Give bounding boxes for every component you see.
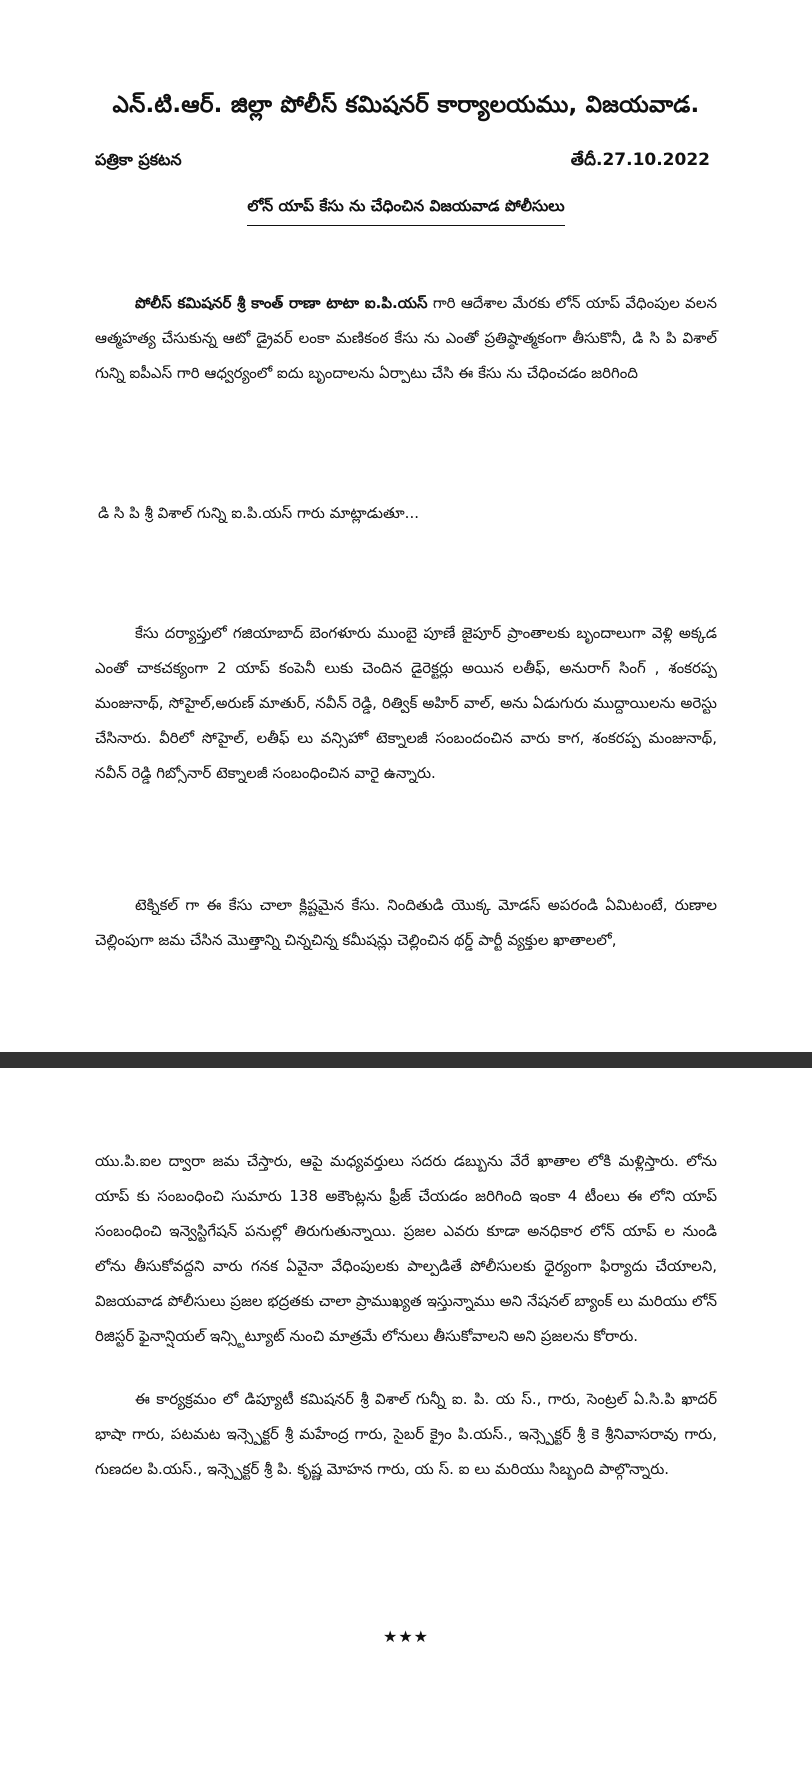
page-separator (0, 1052, 812, 1068)
release-date: తేదీ.27.10.2022 (570, 150, 710, 170)
document-title: ఎన్.టి.ఆర్. జిల్లా పోలీస్ కమిషనర్ కార్యాలయము, విజయవాడ. (112, 92, 700, 118)
paragraph-1-bold: పోలీస్ కమిషనర్ శ్రీ కాంత్ రాణా టాటా ఐ.పి.యస్ (135, 294, 428, 312)
paragraph-5: యు.పి.ఐల ద్వారా జమ చేస్తారు, ఆపై మధ్యవర్తులు సదరు డబ్బును వేరే ఖాతాల లోకి మళ్లిస్తారు. లోను యాప్ కు సంబంధించి సుమారు 138 అకౌంట్లను ఫ్రీజ్ చేయడం జరిగింది ఇంకా 4 టీంలు ఈ లోని యాప్ సంబంధించి ఇన్వెస్టిగేషన్ పనుల్లో తిరుగుతున్నాయి. ప్రజల ఎవరు కూడా అనధికార లోన్ యాప్ ల నుండి లోను తీసుకోవద్దని వారు గనక ఏవైనా వేధింపులకు పాల్పడితే పోలీసులకు ధైర్యంగా ఫిర్యాదు చేయాలని, విజయవాడ పోలీసులు ప్రజల భద్రతకు చాలా ప్రాముఖ్యత ఇస్తున్నాము అని నేషనల్ బ్యాంక్ లు మరియు లోన్ రిజిస్టర్ ఫైనాన్షియల్ ఇన్స్టిట్యూట్ నుంచి మాత్రమే లోనులు తీసుకోవాలని అని ప్రజలను కోరారు. (95, 1152, 717, 1345)
subtitle-wrapper (0, 196, 812, 226)
press-release-label: పత్రికా ప్రకటన (95, 150, 182, 169)
paragraph-1 (95, 286, 717, 391)
paragraph-2: డి సి పి శ్రీ విశాల్ గున్ని ఐ.పి.యస్ గారు మాట్లాడుతూ... (98, 504, 419, 522)
paragraph-3 (95, 616, 717, 791)
closing-stars: ★★★ (382, 1627, 430, 1646)
paragraph-6 (95, 1382, 717, 1487)
paragraph-3-text: కేసు దర్యాప్తులో గజియాబాద్ బెంగళూరు ముంబై పూణే జైపూర్ ప్రాంతాలకు బృందాలుగా వెళ్లి అక్కడ ఎంతో చాకచక్యంగా 2 యాప్ కంపెనీ లుకు చెందిన డైరెక్టర్లు అయిన లతీఫ్, అనురాగ్ సింగ్ , శంకరప్ప మంజునాథ్, సోహైల్,అరుణ్ మాతుర్, నవీన్ రెడ్డి, రిత్విక్ అహిర్ వాల్, అను ఏడుగురు ముద్దాయిలను అరెస్టు చేసినారు. వీరిలో సోహైల్, లతీఫ్ లు వన్సిహో టెక్నాలజీ సంబందంచిన వారు కాగ, శంకరప్ప మంజునాథ్, నవీన్ రెడ్డి గిబ్సోనార్ టెక్నాలజీ సంబంధించిన వారై ఉన్నారు. (95, 624, 717, 782)
paragraph-4-text: టెక్నికల్ గా ఈ కేసు చాలా క్లిష్టమైన కేసు. నిందితుడి యొక్క మోడస్ అపరండి ఏమిటంటే, రుణాల చెల్లింపుగా జమ చేసిన మొత్తాన్ని చిన్నచిన్న కమీషన్లు చెల్లించిన థర్డ్ పార్టీ వ్యక్తుల ఖాతాలలో, (95, 896, 717, 949)
paragraph-6-text: ఈ కార్యక్రమం లో డిప్యూటీ కమిషనర్ శ్రీ విశాల్ గున్నీ ఐ. పి. య స్., గారు, సెంట్రల్ ఏ.సి.పి ఖాదర్ భాషా గారు, పటమట ఇన్స్పెక్టర్ శ్రీ మహేంద్ర గారు, సైబర్ క్రైం పి.యస్., ఇన్స్పెక్టర్ శ్రీ కె శ్రీనివాసరావు గారు, గుణదల పి.యస్., ఇన్స్పెక్టర్ శ్రీ పి. కృష్ణ మోహన గారు, య స్. ఐ లు మరియు సిబ్బంది పాల్గొన్నారు. (95, 1390, 717, 1478)
paragraph-4 (95, 888, 717, 958)
paragraph-1-text: గారి ఆదేశాల మేరకు లోన్ యాప్ వేధింపుల వలన ఆత్మహత్య చేసుకున్న ఆటో డ్రైవర్ లంకా మణికంఠ కేసు ను ఎంతో ప్రతిష్ఠాత్మకంగా తీసుకొనీ, డి సి పి విశాల్ గున్ని ఐపీఎస్ గారి ఆధ్వర్యంలో ఐదు బృందాలను ఏర్పాటు చేసి ఈ కేసు ను చేధించడం జరిగింది (95, 294, 717, 382)
document-subtitle: లోన్ యాప్ కేసు ను చేధించిన విజయవాడ పోలీసులు (247, 197, 564, 226)
